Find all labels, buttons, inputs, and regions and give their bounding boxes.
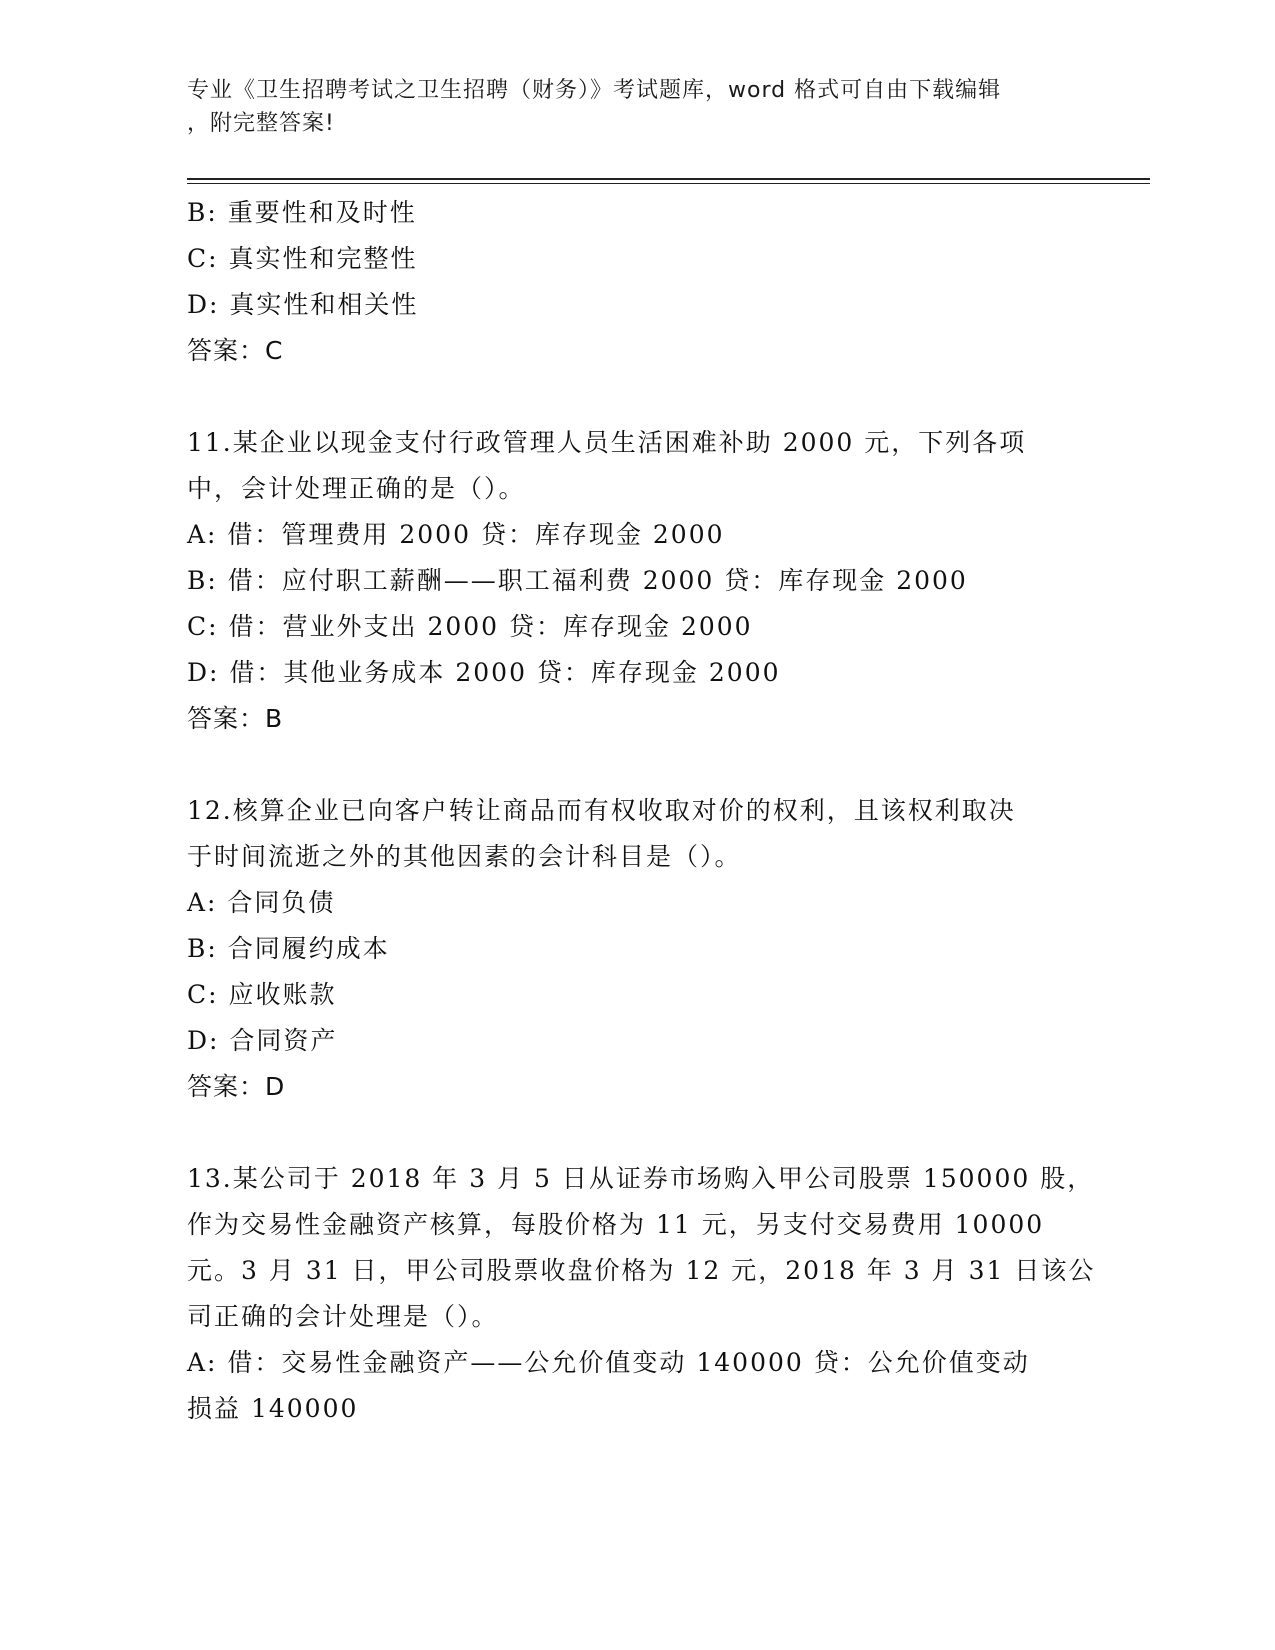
question-stem-line: 中，会计处理正确的是（）。 — [187, 474, 526, 503]
question-stem-line: 11.某企业以现金支付行政管理人员生活困难补助 2000 元，下列各项 — [187, 428, 1027, 457]
answer-label: 答案：D — [187, 1072, 286, 1101]
option-d: D: 借：其他业务成本 2000 贷：库存现金 2000 — [187, 658, 781, 687]
option-a: A: 借：交易性金融资产——公允价值变动 140000 贷：公允价值变动 — [187, 1348, 1030, 1377]
option-d: D: 真实性和相关性 — [187, 290, 419, 319]
question-11 — [187, 420, 1067, 742]
option-c: C: 借：营业外支出 2000 贷：库存现金 2000 — [187, 612, 753, 641]
option-a-continued: 损益 140000 — [187, 1394, 359, 1423]
spacer — [187, 1110, 1087, 1156]
question-stem-line: 13.某公司于 2018 年 3 月 5 日从证券市场购入甲公司股票 150000 股， — [187, 1164, 1095, 1193]
header-divider — [187, 178, 1150, 184]
question-stem-line: 于时间流逝之外的其他因素的会计科目是（）。 — [187, 842, 742, 871]
question-stem-line: 元。3 月 31 日，甲公司股票收盘价格为 12 元，2018 年 3 月 31 日该公 — [187, 1256, 1096, 1285]
option-b: B: 重要性和及时性 — [187, 198, 417, 227]
header-line-2: ，附完整答案! — [187, 111, 335, 136]
option-c: C: 应收账款 — [187, 980, 337, 1009]
option-d: D: 合同资产 — [187, 1026, 338, 1055]
answer-label: 答案：C — [187, 336, 284, 365]
question-13 — [187, 1156, 1096, 1432]
question-12 — [187, 788, 1067, 1110]
question-stem-line: 作为交易性金融资产核算，每股价格为 11 元，另支付交易费用 10000 — [187, 1210, 1045, 1239]
option-c: C: 真实性和完整性 — [187, 244, 418, 273]
question-10 — [187, 190, 1067, 374]
answer-label: 答案：B — [187, 704, 284, 733]
spacer — [187, 742, 1087, 788]
option-b: B: 借：应付职工薪酬——职工福利费 2000 贷：库存现金 2000 — [187, 566, 968, 595]
header-line-1: 专业《卫生招聘考试之卫生招聘（财务）》考试题库，word 格式可自由下载编辑 — [187, 78, 1002, 103]
question-stem-line: 12.核算企业已向客户转让商品而有权收取对价的权利，且该权利取决 — [187, 796, 1016, 825]
question-stem-line: 司正确的会计处理是（）。 — [187, 1302, 499, 1331]
option-b: B: 合同履约成本 — [187, 934, 390, 963]
document-header — [187, 74, 1067, 140]
option-a: A: 合同负债 — [187, 888, 336, 917]
question-content — [187, 190, 1096, 1432]
option-a: A: 借：管理费用 2000 贷：库存现金 2000 — [187, 520, 725, 549]
spacer — [187, 374, 1087, 420]
